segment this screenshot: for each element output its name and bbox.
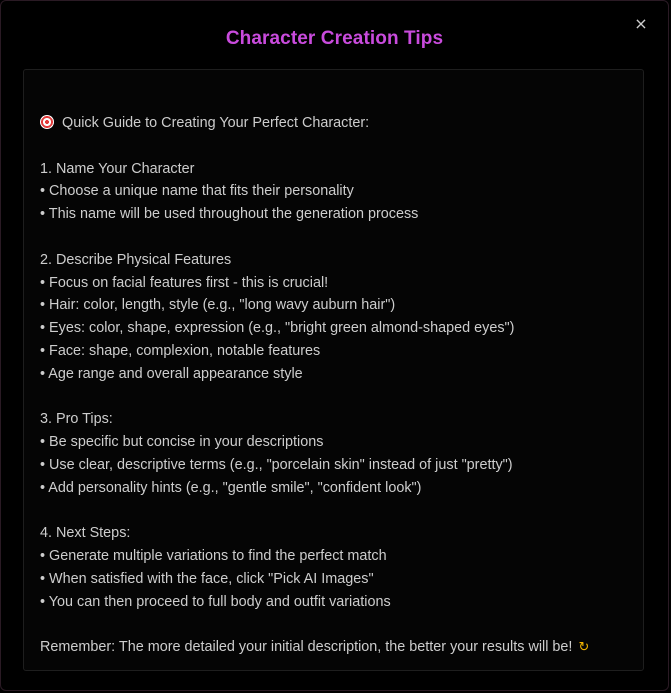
list-item: • Choose a unique name that fits their personality xyxy=(40,183,354,200)
list-item: • You can then proceed to full body and outfit variations xyxy=(40,593,391,610)
intro-line xyxy=(40,112,627,135)
list-item: • Age range and overall appearance style xyxy=(40,365,303,382)
list-item: • This name will be used throughout the generation process xyxy=(40,206,419,223)
dizzy-icon: ↻ xyxy=(578,640,590,656)
section-heading: 4. Next Steps: xyxy=(40,525,131,542)
closing-line xyxy=(40,636,627,659)
list-item: • Focus on facial features first - this is crucial! xyxy=(40,274,329,291)
section-heading: 3. Pro Tips: xyxy=(40,411,113,428)
list-item: • Face: shape, complexion, notable features xyxy=(40,342,321,359)
list-item: • Hair: color, length, style (e.g., "long wavy auburn hair") xyxy=(40,297,396,314)
list-item: • Generate multiple variations to find the perfect match xyxy=(40,548,387,565)
intro-text: Quick Guide to Creating Your Perfect Character: xyxy=(62,115,370,131)
tips-content xyxy=(23,69,644,671)
modal-title: Character Creation Tips xyxy=(225,28,444,49)
section-heading: 1. Name Your Character xyxy=(40,160,195,177)
list-item: • When satisfied with the face, click "Pick AI Images" xyxy=(40,570,374,587)
list-item: • Add personality hints (e.g., "gentle smile", "confident look") xyxy=(40,479,422,496)
close-icon[interactable]: × xyxy=(634,14,648,33)
section-heading: 2. Describe Physical Features xyxy=(40,251,232,268)
list-item: • Use clear, descriptive terms (e.g., "porcelain skin" instead of just "pretty") xyxy=(40,456,513,473)
closing-text: Remember: The more detailed your initial description, the better your results will be! xyxy=(40,639,573,656)
list-item: • Eyes: color, shape, expression (e.g., "bright green almond-shaped eyes") xyxy=(40,320,515,337)
dart-target-icon xyxy=(40,115,54,129)
list-item: • Be specific but concise in your descriptions xyxy=(40,434,324,451)
